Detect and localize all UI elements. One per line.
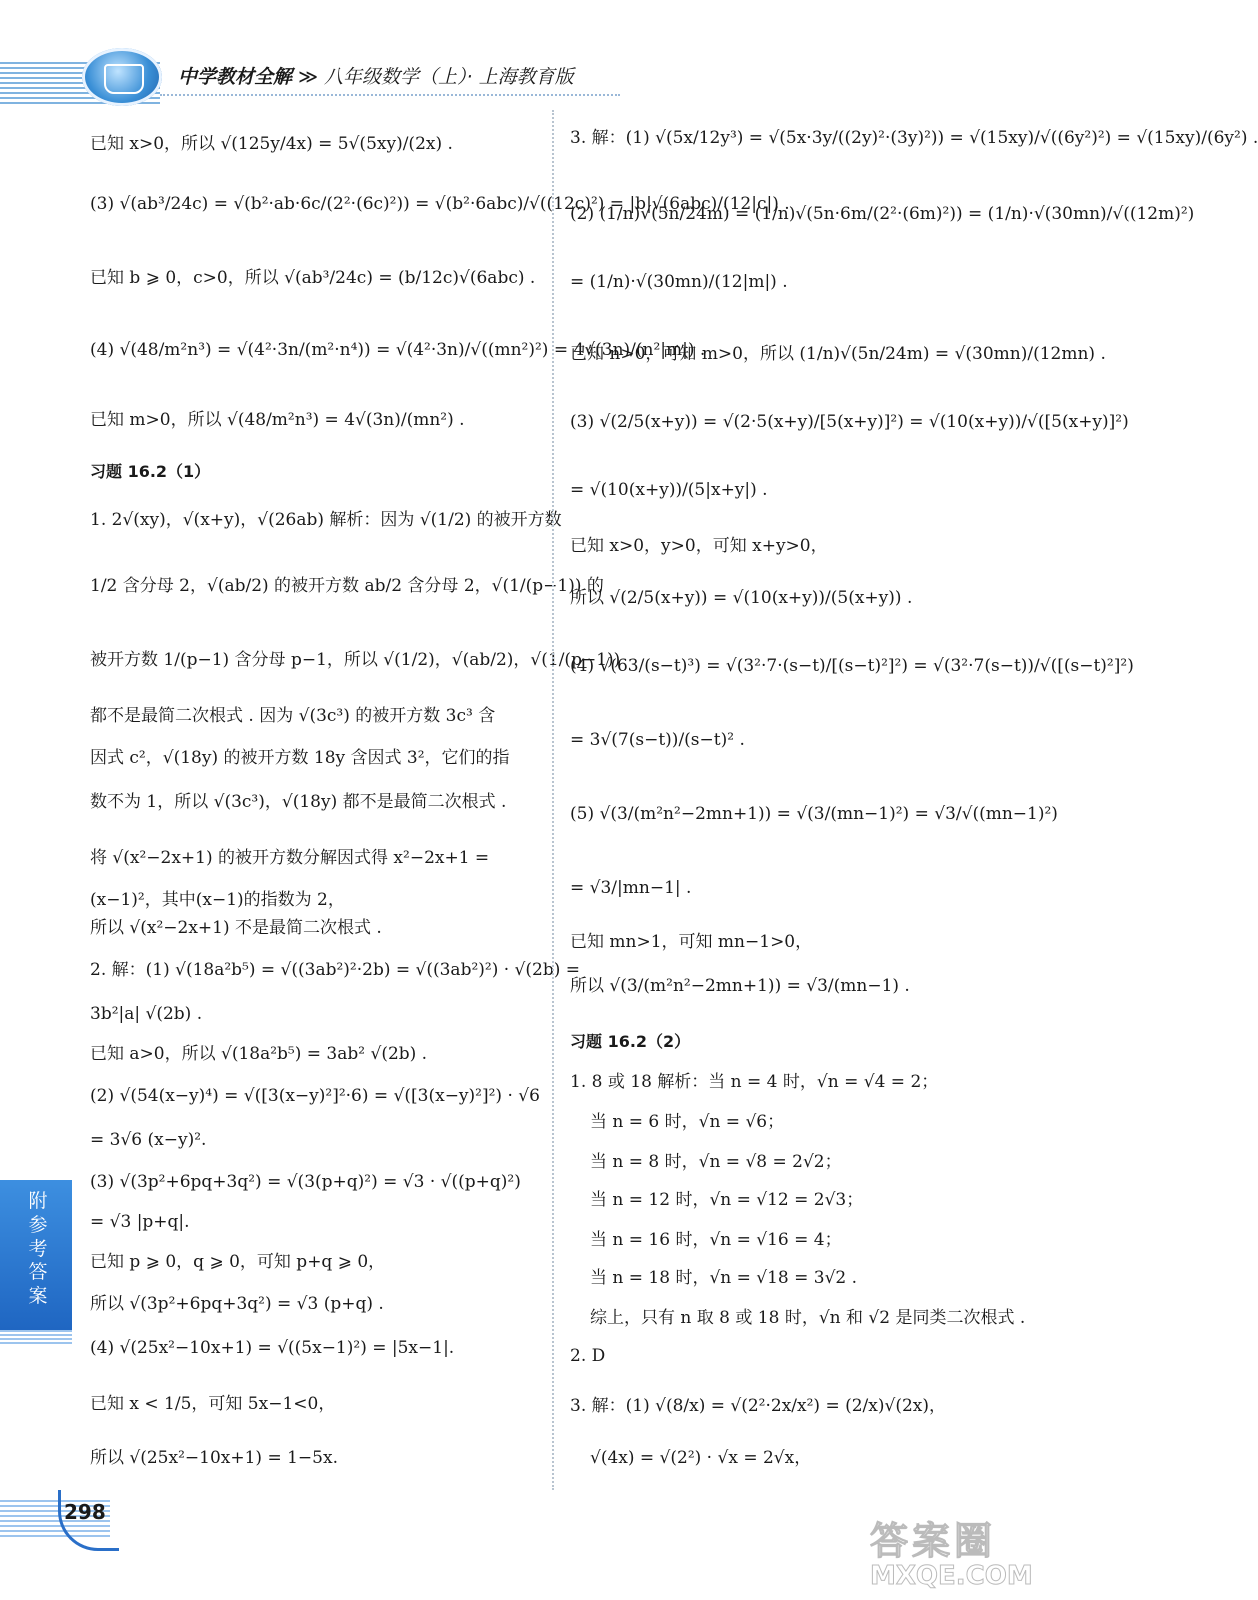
- answer-line: (3) √(2/5(x+y)) = √(2·5(x+y)/[5(x+y)]²) = √(10(x+y))/√([5(x+y)]²): [570, 412, 1129, 432]
- answer-line: (2) √(54(x−y)⁴) = √([3(x−y)²]²·6) = √([3(x−y)²]²) · √6: [90, 1086, 540, 1106]
- answer-line: 所以 √(3p²+6pq+3q²) = √3 (p+q) .: [90, 1294, 384, 1314]
- answer-line: 已知 x>0，y>0，可知 x+y>0，: [570, 536, 828, 556]
- answer-line: 3. 解：(1) √(5x/12y³) = √(5x·3y/((2y)²·(3y)²)) = √(15xy)/√((6y²)²) = √(15xy)/(6y²) .: [570, 128, 1258, 148]
- answer-line: 1. 8 或 18 解析：当 n = 4 时，√n = √4 = 2；: [570, 1072, 939, 1092]
- answer-line: 都不是最简二次根式 . 因为 √(3c³) 的被开方数 3c³ 含: [90, 706, 496, 726]
- answer-line: (2) (1/n)√(5n/24m) = (1/n)√(5n·6m/(2²·(6m)²)) = (1/n)·√(30mn)/√((12m)²): [570, 204, 1195, 224]
- answer-line: 已知 m>0，所以 √(48/m²n³) = 4√(3n)/(mn²) .: [90, 410, 465, 430]
- side-tab-stripes: [0, 1330, 72, 1344]
- header-dotted-rule: [160, 94, 620, 96]
- column-divider: [552, 110, 554, 1490]
- answer-line: 当 n = 6 时，√n = √6；: [590, 1112, 785, 1132]
- answer-line: (4) √(25x²−10x+1) = √((5x−1)²) = |5x−1|.: [90, 1338, 455, 1358]
- answer-line: 2. D: [570, 1346, 606, 1366]
- header-title: [178, 62, 574, 89]
- answer-line: 3. 解：(1) √(8/x) = √(2²·2x/x²) = (2/x)√(2x)，: [570, 1396, 947, 1416]
- answer-line: (3) √(ab³/24c) = √(b²·ab·6c/(2²·(6c)²)) = √(b²·6abc)/√((12c)²) = |b|√(6abc)/(12|c|) .: [90, 194, 790, 214]
- answer-line: 所以 √(x²−2x+1) 不是最简二次根式 .: [90, 918, 382, 938]
- answer-line: 3b²|a| √(2b) .: [90, 1004, 203, 1024]
- answer-line: 1. 2√(xy)，√(x+y)，√(26ab) 解析：因为 √(1/2) 的被开方数: [90, 510, 562, 530]
- answer-line: = √(10(x+y))/(5|x+y|) .: [570, 480, 768, 500]
- answer-line: 所以 √(3/(m²n²−2mn+1)) = √3/(mn−1) .: [570, 976, 910, 996]
- answer-line: 2. 解：(1) √(18a²b⁵) = √((3ab²)²·2b) = √((3ab²)²) · √(2b) =: [90, 960, 580, 980]
- section-heading-16-2-1: 习题 16.2（1）: [90, 462, 211, 481]
- answer-line: 当 n = 8 时，√n = √8 = 2√2；: [590, 1152, 842, 1172]
- section-heading-16-2-2: 习题 16.2（2）: [570, 1032, 691, 1051]
- header-separator: ≫: [298, 66, 318, 88]
- answer-line: √(4x) = √(2²) · √x = 2√x，: [590, 1448, 812, 1468]
- answer-line: (5) √(3/(m²n²−2mn+1)) = √(3/(mn−1)²) = √3/√((mn−1)²): [570, 804, 1058, 824]
- answer-line: 已知 mn>1，可知 mn−1>0，: [570, 932, 813, 952]
- book-logo-icon: [82, 48, 162, 106]
- answer-line: 综上，只有 n 取 8 或 18 时，√n 和 √2 是同类二次根式 .: [590, 1308, 1026, 1328]
- answer-line: 已知 n>0，可知 m>0，所以 (1/n)√(5n/24m) = √(30mn)/(12mn) .: [570, 344, 1106, 364]
- page-header: [0, 40, 1071, 110]
- answer-line: = 3√6 (x−y)².: [90, 1130, 207, 1150]
- answer-line: = (1/n)·√(30mn)/(12|m|) .: [570, 272, 788, 292]
- answer-line: 被开方数 1/(p−1) 含分母 p−1，所以 √(1/2)，√(ab/2)，√(1/(p−1)): [90, 650, 621, 670]
- answer-line: 当 n = 16 时，√n = √16 = 4；: [590, 1230, 842, 1250]
- answer-line: 将 √(x²−2x+1) 的被开方数分解因式得 x²−2x+1 =: [90, 848, 490, 868]
- answer-line: 已知 a>0，所以 √(18a²b⁵) = 3ab² √(2b) .: [90, 1044, 428, 1064]
- answer-line: 已知 x < 1/5，可知 5x−1<0，: [90, 1394, 336, 1414]
- appendix-side-tab-label: 附 参考答案: [28, 1190, 48, 1307]
- answer-line: (3) √(3p²+6pq+3q²) = √(3(p+q)²) = √3 · √((p+q)²): [90, 1172, 521, 1192]
- header-subtitle: 八年级数学（上）· 上海教育版: [324, 66, 574, 88]
- watermark-logo-text: 答案圈: [870, 1519, 997, 1563]
- open-book-icon: [104, 64, 144, 94]
- answer-line: 1/2 含分母 2，√(ab/2) 的被开方数 ab/2 含分母 2，√(1/(p−1)) 的: [90, 576, 604, 596]
- answer-line: 所以 √(2/5(x+y)) = √(10(x+y))/(5(x+y)) .: [570, 588, 913, 608]
- watermark-url: MXQE.COM: [870, 1561, 1033, 1591]
- answer-line: 当 n = 18 时，√n = √18 = 3√2 .: [590, 1268, 858, 1288]
- watermark: [870, 1510, 1050, 1591]
- answer-line: = 3√(7(s−t))/(s−t)² .: [570, 730, 745, 750]
- answer-line: 数不为 1，所以 √(3c³)，√(18y) 都不是最简二次根式 .: [90, 792, 507, 812]
- header-brand: 中学教材全解: [178, 66, 293, 88]
- answer-line: (4) √(48/m²n³) = √(4²·3n/(m²·n⁴)) = √(4²·3n)/√((mn²)²) = 4√(3n)/(n²|m|) .: [90, 340, 706, 360]
- appendix-side-tab: [0, 1180, 72, 1330]
- answer-line: (4) √(63/(s−t)³) = √(3²·7·(s−t)/[(s−t)²]²) = √(3²·7(s−t))/√([(s−t)²]²): [570, 656, 1134, 676]
- page-number: 298: [64, 1500, 106, 1524]
- answer-line: 当 n = 12 时，√n = √12 = 2√3；: [590, 1190, 864, 1210]
- answer-line: = √3/|mn−1| .: [570, 878, 692, 898]
- answer-line: 已知 x>0，所以 √(125y/4x) = 5√(5xy)/(2x) .: [90, 134, 453, 154]
- answer-line: = √3 |p+q|.: [90, 1212, 190, 1232]
- answer-line: (x−1)²，其中(x−1)的指数为 2，: [90, 890, 345, 910]
- answer-line: 已知 b ⩾ 0，c>0，所以 √(ab³/24c) = (b/12c)√(6abc) .: [90, 268, 536, 288]
- answer-line: 因式 c²，√(18y) 的被开方数 18y 含因式 3²，它们的指: [90, 748, 510, 768]
- answer-line: 已知 p ⩾ 0，q ⩾ 0，可知 p+q ⩾ 0，: [90, 1252, 386, 1272]
- answer-line: 所以 √(25x²−10x+1) = 1−5x.: [90, 1448, 338, 1468]
